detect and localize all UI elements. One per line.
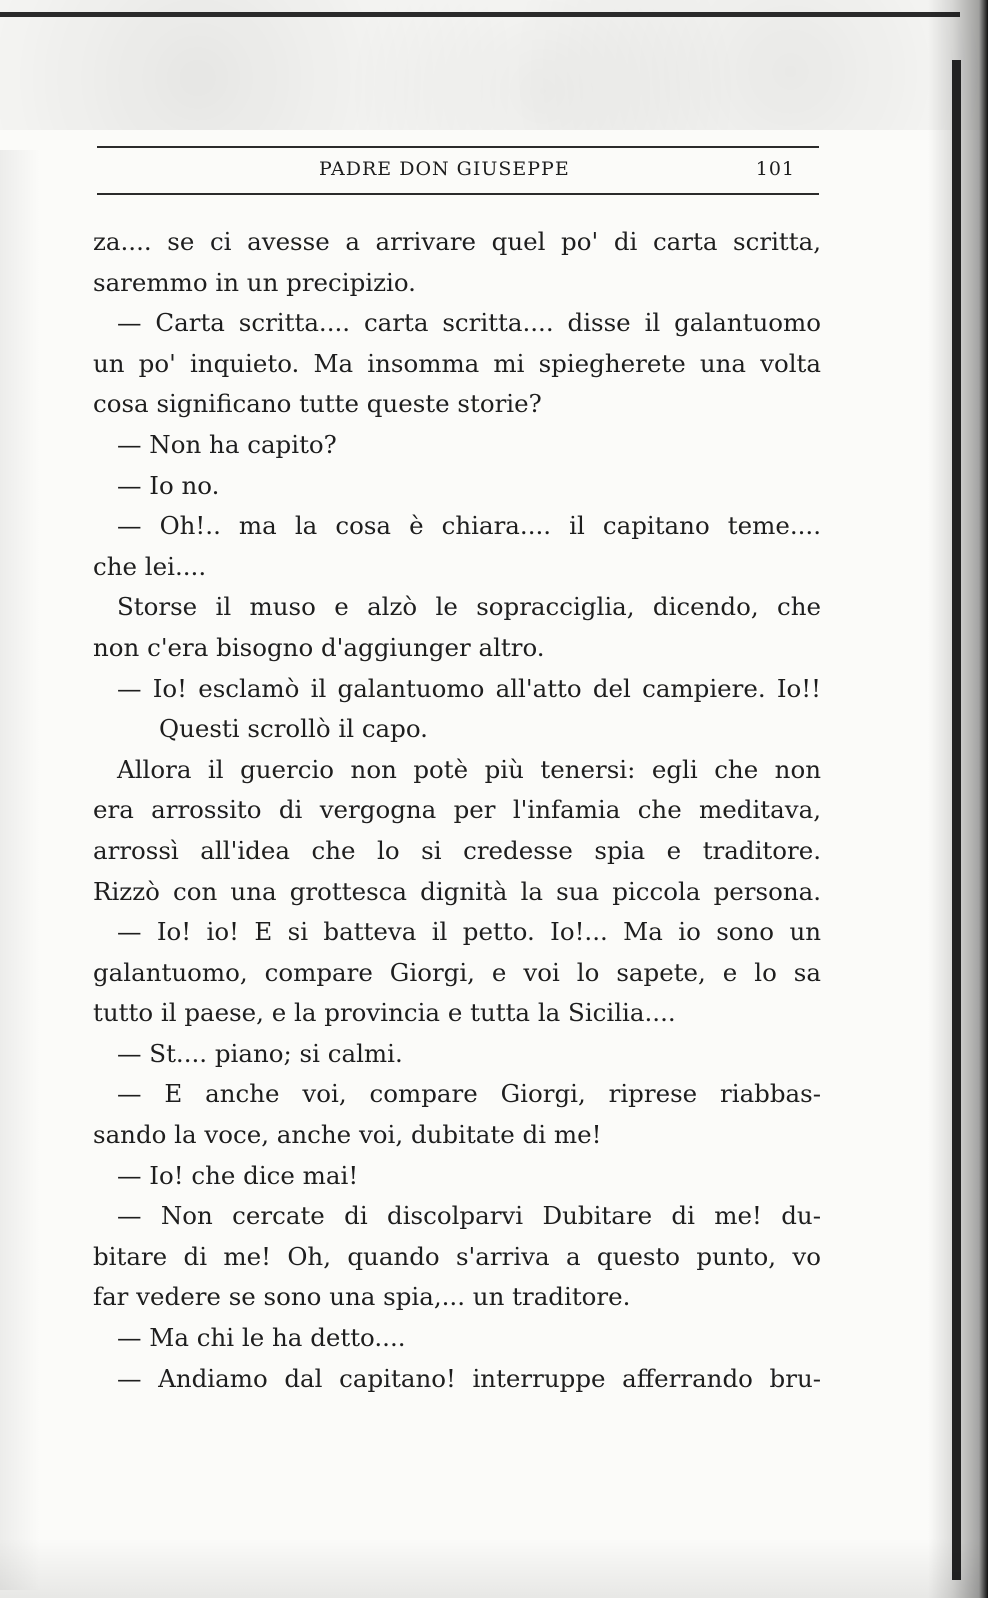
text-line: Allora il guercio non potè più tenersi: egli che non (117, 754, 821, 784)
text-line: — Io! che dice mai! (117, 1160, 359, 1190)
text-line: bitare di me! Oh, quando s'arriva a questo punto, vo (93, 1241, 821, 1271)
text-line: — Non cercate di discolparvi Dubitare di me! du- (117, 1201, 821, 1231)
text-line: za.... se ci avesse a arrivare quel po' di carta scritta, (93, 227, 821, 256)
scan-noise-top (0, 0, 988, 130)
text-line: Storse il muso e alzò le sopracciglia, dicendo, che (117, 592, 821, 622)
text-line: — Ma chi le ha detto.... (117, 1323, 406, 1353)
text-line: far vedere se sono una spia,... un traditore. (93, 1282, 631, 1312)
text-line: un po' inquieto. Ma insomma mi spiegherete una volta (93, 348, 821, 378)
header-rule-bottom (97, 193, 819, 195)
text-line: galantuomo, compare Giorgi, e voi lo sapete, e lo sa (93, 957, 821, 987)
text-line: Questi scrollò il capo. (159, 714, 428, 744)
scan-shadow-left (0, 150, 40, 1590)
page-number: 101 (755, 158, 795, 180)
text-line: saremmo in un precipizio. (93, 267, 416, 297)
text-line: era arrossito di vergogna per l'infamia che meditava, (93, 795, 821, 825)
text-line: — St.... piano; si calmi. (117, 1038, 403, 1068)
header-rule-top (97, 146, 819, 148)
text-line: — Oh!.. ma la cosa è chiara.... il capitano teme.... (117, 511, 821, 541)
text-line: — E anche voi, compare Giorgi, riprese riabbas- (117, 1079, 821, 1109)
running-header (97, 156, 819, 186)
text-line: — Non ha capito? (117, 429, 337, 459)
text-line: — Andiamo dal capitano! interruppe afferrando bru- (117, 1363, 821, 1393)
scan-border-right (952, 60, 961, 1580)
text-line: — Carta scritta.... carta scritta.... disse il galantuomo (117, 308, 821, 338)
text-line: arrossì all'idea che lo si credesse spia e traditore. (93, 835, 821, 865)
body-text (93, 222, 821, 1399)
text-line: non c'era bisogno d'aggiunger altro. (93, 632, 545, 662)
scan-shadow-bottom (0, 1538, 988, 1598)
text-line: sando la voce, anche voi, dubitate di me! (93, 1120, 602, 1150)
text-line: tutto il paese, e la provincia e tutta la Sicilia.... (93, 998, 676, 1028)
scan-border-top (0, 12, 960, 17)
text-line: Rizzò con una grottesca dignità la sua piccola persona. (93, 876, 821, 906)
text-line: cosa significano tutte queste storie? (93, 389, 542, 419)
text-line: — Io no. (117, 470, 220, 500)
text-line: — Io! io! E si batteva il petto. Io!... Ma io sono un (117, 917, 821, 947)
running-title: PADRE DON GIUSEPPE (319, 158, 570, 180)
text-line: — Io! esclamò il galantuomo all'atto del campiere. Io!! (117, 673, 821, 703)
text-line: che lei.... (93, 551, 207, 581)
